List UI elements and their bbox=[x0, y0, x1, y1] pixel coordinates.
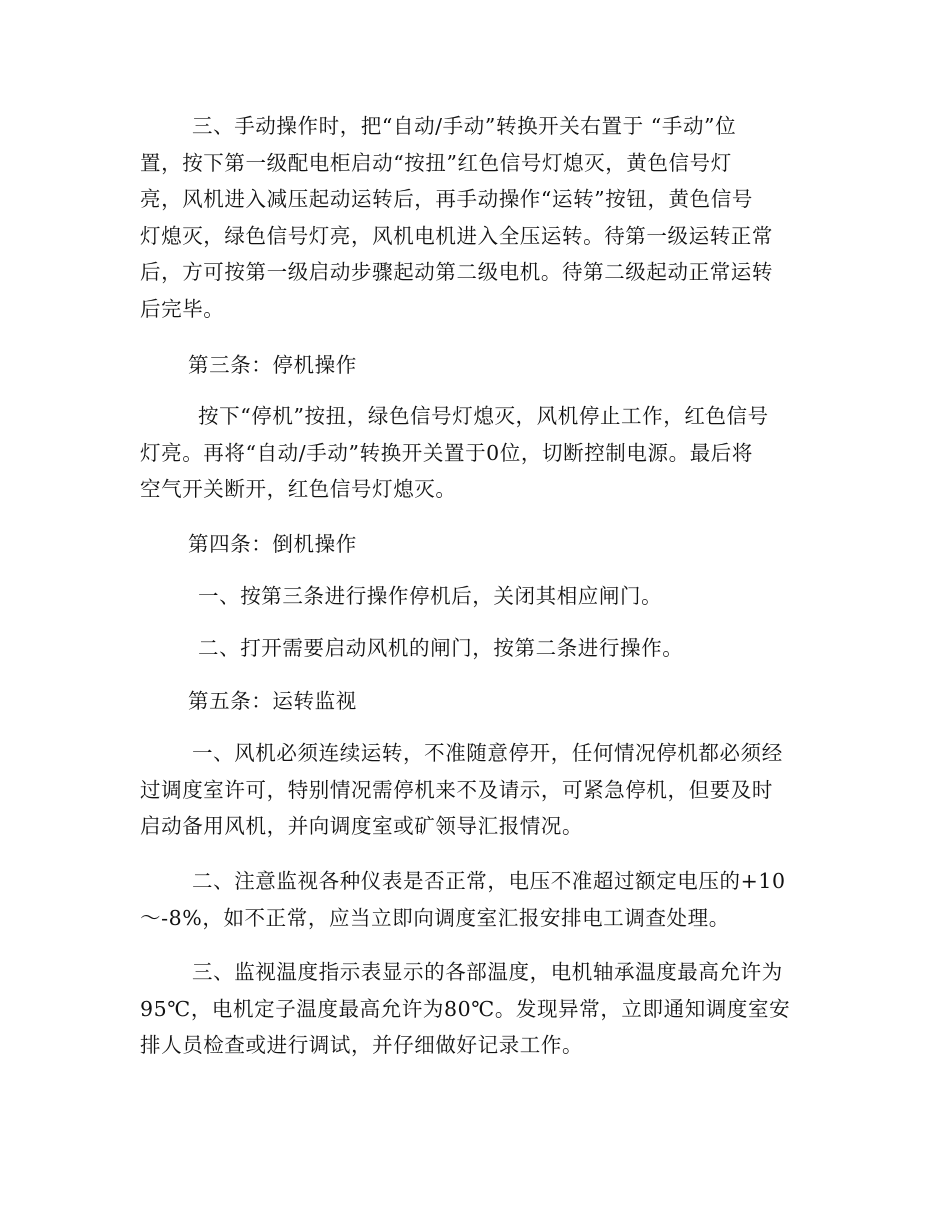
text-line: 95℃，电机定子温度最高允许为80℃。发现异常，立即通知调度室安 bbox=[140, 996, 791, 1021]
section-heading-stop: 第三条：停机操作 bbox=[188, 353, 357, 377]
text-line: 后完毕。 bbox=[140, 296, 225, 321]
text-line: 灯熄灭，绿色信号灯亮，风机电机进入全压运转。待第一级运转正常 bbox=[140, 223, 773, 248]
text-line: 置，按下第一级配电柜启动“按扭”红色信号灯熄灭，黄色信号灯 bbox=[140, 150, 732, 175]
paragraph-monitor-1 bbox=[140, 735, 806, 845]
text-line: 一、风机必须连续运转，不准随意停开，任何情况停机都必须经 bbox=[192, 741, 783, 765]
paragraph-manual-operation bbox=[140, 108, 806, 327]
text-line: 按下“停机”按扭，绿色信号灯熄灭，风机停止工作，红色信号 bbox=[198, 404, 769, 428]
paragraph-stop-operation bbox=[140, 398, 806, 508]
text-line: 二、打开需要启动风机的闸门，按第二条进行操作。 bbox=[198, 636, 684, 660]
paragraph-monitor-3 bbox=[140, 954, 806, 1064]
text-line: 启动备用风机，并向调度室或矿领导汇报情况。 bbox=[140, 814, 584, 838]
text-line: 排人员检查或进行调试，并仔细做好记录工作。 bbox=[140, 1033, 584, 1057]
text-line: 后，方可按第一级启动步骤起动第二级电机。待第二级起动正常运转 bbox=[140, 260, 773, 284]
paragraph-switch-step-1 bbox=[140, 578, 806, 615]
paragraph-switch-step-2 bbox=[140, 630, 806, 667]
paragraph-monitor-2 bbox=[140, 863, 806, 936]
text-line: 三、手动操作时，把“自动/手动”转换开关右置于 “手动”位 bbox=[192, 114, 737, 138]
text-line: 亮，风机进入减压起动运转后，再手动操作“运转”按钮，黄色信号 bbox=[140, 187, 753, 211]
text-line: 空气开关断开，红色信号灯熄灭。 bbox=[140, 477, 457, 501]
text-line: ～-8%，如不正常，应当立即向调度室汇报安排电工调查处理。 bbox=[140, 905, 730, 930]
section-heading-monitor: 第五条：运转监视 bbox=[188, 689, 357, 713]
text-line: 二、注意监视各种仪表是否正常，电压不准超过额定电压的+10 bbox=[192, 869, 786, 893]
section-heading-switch: 第四条：倒机操作 bbox=[188, 532, 357, 556]
text-line: 三、监视温度指示表显示的各部温度，电机轴承温度最高允许为 bbox=[192, 960, 783, 984]
text-line: 灯亮。再将“自动/手动”转换开关置于0位，切断控制电源。最后将 bbox=[140, 440, 754, 465]
text-line: 一、按第三条进行操作停机后，关闭其相应闸门。 bbox=[198, 584, 663, 608]
text-line: 过调度室许可，特别情况需停机来不及请示，可紧急停机，但要及时 bbox=[140, 777, 773, 802]
